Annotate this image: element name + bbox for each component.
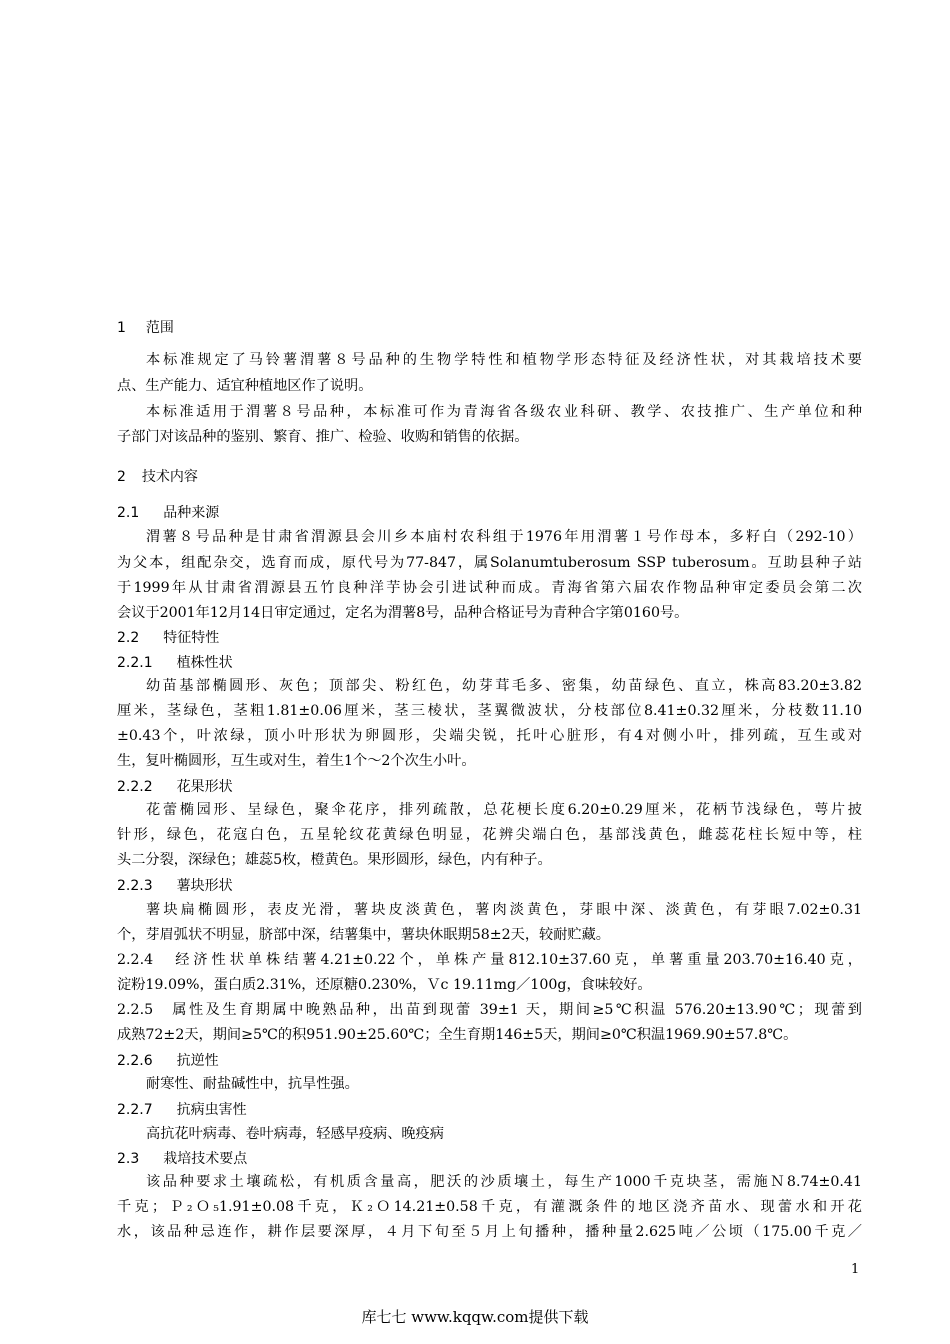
section-number: 2.3 bbox=[117, 1151, 140, 1167]
section-number: 2.2.6 bbox=[117, 1053, 153, 1069]
section-2-2-heading bbox=[117, 627, 219, 647]
section-2-1-heading bbox=[117, 502, 219, 522]
section-number: 2 bbox=[117, 469, 126, 485]
section-2-2-2-heading bbox=[117, 776, 233, 796]
scope-paragraph-line: 子部门对该品种的鉴别、繁育、推广、检验、收购和销售的依据。 bbox=[117, 429, 529, 445]
origin-paragraph-line: 为父本，组配杂交，选育而成，原代号为77-847，属Solanumtuberosum SSP tuberosum。互助县种子站 bbox=[117, 555, 862, 571]
section-2-2-3-heading bbox=[117, 875, 233, 895]
plant-paragraph-line: 厘米，茎绿色，茎粗1.81±0.06厘米，茎三棱状，茎翼微波状，分枝部位8.41±0.32厘米，分枝数11.10 bbox=[117, 703, 862, 719]
economic-paragraph-line: 淀粉19.09%，蛋白质2.31%，还原糖0.230%，Ｖc 19.11mg／100g，食味较好。 bbox=[117, 977, 652, 993]
section-number: 1 bbox=[117, 320, 126, 336]
section-title: 栽培技术要点 bbox=[163, 1151, 248, 1167]
section-title: 薯块形状 bbox=[176, 878, 233, 894]
origin-paragraph-line: 会议于2001年12月14日审定通过，定名为渭薯8号，品种合格证号为青种合字第0160号。 bbox=[117, 605, 689, 621]
section-title: 技术内容 bbox=[141, 469, 198, 485]
section-number: 2.2 bbox=[117, 630, 140, 646]
section-title: 抗逆性 bbox=[176, 1053, 219, 1069]
section-number: 2.2.3 bbox=[117, 878, 153, 894]
flower-paragraph-line: 针形，绿色，花寇白色，五星轮纹花黄绿色明显，花辨尖端白色，基部浅黄色，雌蕊花柱长短中等，柱 bbox=[117, 827, 862, 843]
section-2-2-6-heading bbox=[117, 1050, 219, 1070]
stress-paragraph-line: 耐寒性、耐盐碱性中，抗旱性强。 bbox=[146, 1076, 359, 1092]
section-title: 范围 bbox=[145, 320, 174, 336]
section-title: 花果形状 bbox=[176, 779, 233, 795]
plant-paragraph-line: ±0.43个，叶浓绿，顶小叶形状为卵圆形，尖端尖锐，托叶心脏形，有4对侧小叶，排列疏，互生或对 bbox=[117, 728, 862, 744]
growth-paragraph-line: 2.2.5 属性及生育期属中晚熟品种，出苗到现蕾 39±1 天，期间≥5℃积温 576.20±13.90℃；现蕾到 bbox=[117, 1002, 862, 1018]
section-2-2-1-heading bbox=[117, 652, 233, 672]
section-1-heading bbox=[117, 317, 174, 337]
economic-paragraph-line: 2.2.4 经济性状单株结薯4.21±0.22个，单株产量812.10±37.60克，单薯重量203.70±16.40克， bbox=[117, 952, 862, 968]
scope-paragraph-line: 点、生产能力、适宜种植地区作了说明。 bbox=[117, 378, 373, 394]
section-number: 2.2.7 bbox=[117, 1102, 153, 1118]
cultivation-paragraph-line: 千克；Ｐ₂Ｏ₅1.91±0.08千克，Ｋ₂Ｏ14.21±0.58千克，有灌溉条件的地区浇齐苗水、现蕾水和开花 bbox=[117, 1199, 862, 1215]
section-title: 植株性状 bbox=[176, 655, 233, 671]
page-number: 1 bbox=[851, 1262, 860, 1277]
growth-paragraph-line: 成熟72±2天，期间≥5℃的积951.90±25.60℃；全生育期146±5天，期间≥0℃积温1969.90±57.8℃。 bbox=[117, 1027, 798, 1043]
flower-paragraph-line: 头二分裂，深绿色；雄蕊5枚，橙黄色。果形圆形，绿色，内有种子。 bbox=[117, 852, 552, 868]
flower-paragraph-line: 花蕾椭园形、呈绿色，聚伞花序，排列疏散，总花梗长度6.20±0.29厘米，花柄节浅绿色，萼片披 bbox=[146, 802, 862, 818]
section-number: 2.1 bbox=[117, 505, 140, 521]
section-title: 特征特性 bbox=[163, 630, 220, 646]
disease-paragraph-line: 高抗花叶病毒、卷叶病毒，轻感早疫病、晚疫病 bbox=[146, 1126, 444, 1142]
origin-paragraph-line: 于1999年从甘肃省渭源县五竹良种洋芋协会引进试种而成。青海省第六届农作物品种审定委员会第二次 bbox=[117, 580, 862, 596]
cultivation-paragraph-line: 该品种要求土壤疏松，有机质含量高，肥沃的沙质壤土，每生产1000千克块茎，需施Ｎ8.74±0.41 bbox=[146, 1174, 862, 1190]
section-2-3-heading bbox=[117, 1148, 247, 1168]
section-number: 2.2.2 bbox=[117, 779, 153, 795]
plant-paragraph-line: 幼苗基部椭圆形、灰色；顶部尖、粉红色，幼芽茸毛多、密集，幼苗绿色、直立，株高83.20±3.82 bbox=[146, 678, 862, 694]
section-number: 2.2.1 bbox=[117, 655, 153, 671]
cultivation-paragraph-line: 水，该品种忌连作，耕作层要深厚，４月下旬至５月上旬播种，播种量2.625吨／公顷（175.00千克／ bbox=[117, 1224, 862, 1240]
origin-paragraph-line: 渭薯８号品种是甘肃省渭源县会川乡本庙村农科组于1976年用渭薯１号作母本，多籽白（292-10） bbox=[146, 529, 862, 545]
section-2-heading bbox=[117, 466, 198, 486]
section-title: 品种来源 bbox=[163, 505, 220, 521]
plant-paragraph-line: 生，复叶椭圆形，互生或对生，着生1个～2个次生小叶。 bbox=[117, 753, 476, 769]
scope-paragraph-line: 本标准规定了马铃薯渭薯８号品种的生物学特性和植物学形态特征及经济性状，对其栽培技术要 bbox=[146, 352, 862, 368]
scope-paragraph-line: 本标准适用于渭薯８号品种，本标准可作为青海省各级农业科研、教学、农技推广、生产单位和种 bbox=[146, 404, 862, 420]
tuber-paragraph-line: 薯块扁椭圆形，表皮光滑，薯块皮淡黄色，薯肉淡黄色，芽眼中深、淡黄色，有芽眼7.02±0.31 bbox=[146, 902, 862, 918]
download-footer: 库七七 www.kqqw.com提供下载 bbox=[361, 1308, 589, 1326]
section-2-2-7-heading bbox=[117, 1099, 247, 1119]
section-title: 抗病虫害性 bbox=[176, 1102, 247, 1118]
tuber-paragraph-line: 个，芽眉弧状不明显，脐部中深，结薯集中，薯块休眠期58±2天，较耐贮藏。 bbox=[117, 927, 610, 943]
